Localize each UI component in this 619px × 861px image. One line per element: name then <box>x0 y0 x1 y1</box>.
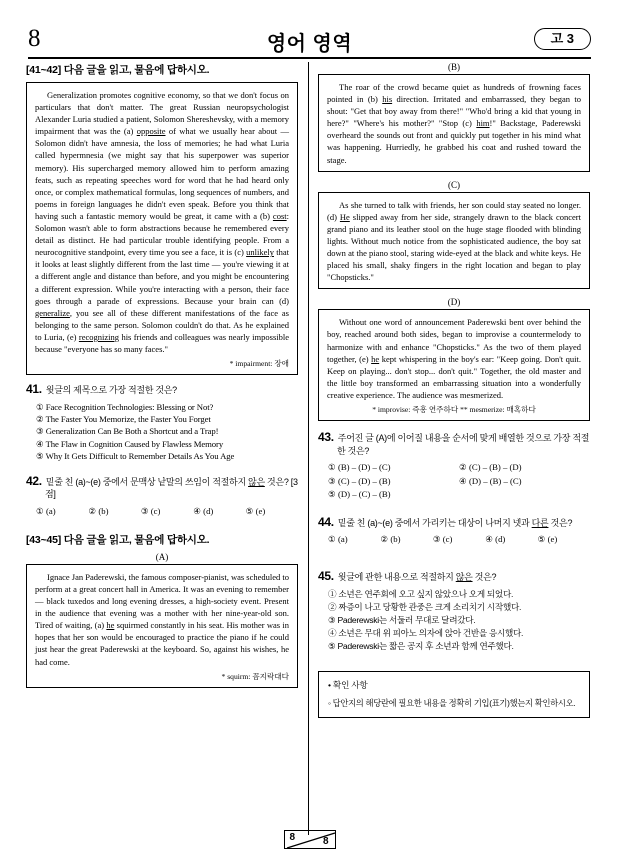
choice-item[interactable]: ⑤ (e) <box>245 505 266 516</box>
choice-item[interactable]: ① Face Recognition Technologies: Blessing or Not? <box>36 401 214 412</box>
passage-label-d: (D) <box>447 297 461 308</box>
header-divider-rule <box>28 57 591 59</box>
notice-title: • 확인 사항 <box>328 679 368 690</box>
question-44-stem-pre: 밑줄 친 (a)~(e) 중에서 가리키는 대상이 나머지 넷과 <box>337 517 532 528</box>
choice-item[interactable]: ② 짜증이 나고 당황한 관중은 크게 소리치기 시작했다. <box>328 601 522 612</box>
footer-page-number-left: 8 <box>289 832 296 843</box>
question-45-stem-post: 것은? <box>472 572 497 583</box>
choice-item[interactable]: ② (C) – (B) – (D) <box>459 462 522 473</box>
choice-item[interactable]: ⑤ Why It Gets Difficult to Remember Details As You Age <box>36 451 235 462</box>
question-42-number: 42. <box>26 473 42 488</box>
passage-box-a <box>26 564 298 688</box>
question-43-choices <box>328 461 590 502</box>
choice-item[interactable]: ③ Generalization Can Be Both a Shortcut and a Trap! <box>36 426 219 437</box>
choice-item[interactable]: ③ (C) – (D) – (B) <box>328 475 391 486</box>
choice-item[interactable]: ① (a) <box>36 505 56 516</box>
question-44-choices <box>328 533 590 546</box>
question-45 <box>318 570 590 653</box>
question-45-number: 45. <box>318 569 334 584</box>
question-41-choices <box>26 401 298 463</box>
notice-body: ◦ 답안지의 해당란에 필요한 내용을 정확히 기입(표기)했는지 확인하시오. <box>328 697 576 708</box>
passage-footnote-a: * squirm: 꼼지락대다 <box>221 671 289 681</box>
passage-box-b <box>318 74 590 172</box>
question-41 <box>26 383 298 463</box>
choice-item[interactable]: ③ Paderewski는 서둘러 무대로 달려갔다. <box>328 614 476 625</box>
choice-item[interactable]: ② (b) <box>380 534 401 545</box>
passage-box-41-42 <box>26 82 298 375</box>
column-divider <box>308 62 309 835</box>
question-42-stem-pre: 밑줄 친 (a)~(e) 중에서 문맥상 낱말의 쓰임이 적절하지 <box>45 476 249 487</box>
passage-text-d: Without one word of announcement Paderewski bent over behind the boy, reached around both sides, began to improvise a countermelody to harmonize with and enhance "Chopsticks." As the two of them played together, (e) he kept whispering in the boy's ear: "Keep going. Don't quit. Keep on playing... don't stop... don't quit." Together, the old master and the little boy transformed an embarrassing situation into a wonderfully creative experience. The audience was mesmerized. <box>327 317 581 400</box>
question-41-stem-text: 윗글의 제목으로 가장 적절한 것은? <box>45 385 177 396</box>
choice-item[interactable]: ④ The Flaw in Cognition Caused by Flawless Memory <box>36 438 224 449</box>
question-43-stem-text: 주어진 글 (A)에 이어질 내용을 순서에 맞게 배열한 것으로 가장 적절한 것은? <box>337 432 590 456</box>
passage-label-a: (A) <box>155 551 169 562</box>
question-43-stem <box>318 431 590 457</box>
passage-text-41-42: Generalization promotes cognitive economy, so that we don't focus on particulars that don't matter. The great Russian neuropsychologist Alexander Luria studied a patient, Solomon Shereshevsky, with a memory impairment that was the (a) opposite of what we usually hear about — Solomon didn't have amnesia, the loss of memories; he had what Luria called hypermnesia (we might say that his superpower was superior memory). His supercharged memory allowed him to perform amazing feats, such as repeating speeches word for word that he had heard only once, or complex mathematical formulas, long sequences of numbers, and poems in foreign languages he didn't even speak. Before you think that having such a fantastic memory would be great, it came with a (b) cost: Solomon wasn't able to form abstractions because he remembered every detail as distinct. He had particular trouble identifying people. From a neurocognitive standpoint, every time you see a face, it is (c) unlikely that it looks at least slightly different from the last time — you're viewing it at a different angle and distance than before, and you might be encountering a different expression. While you're interacting with a person, their face goes through a parade of expressions. Because your brain can (d) generalize, you see all of these different manifestations of the face as belonging to the same person. Solomon couldn't do that. As he explained to Luria, (e) recognizing his friends and colleagues was nearly impossible because "everyone has so many faces." <box>35 90 290 354</box>
choice-item[interactable]: ① (B) – (D) – (C) <box>328 462 391 473</box>
question-44-number: 44. <box>318 514 334 529</box>
right-column <box>318 62 590 718</box>
question-44-stem <box>318 516 590 530</box>
question-41-number: 41. <box>26 382 42 397</box>
choice-item[interactable]: ② The Faster You Memorize, the Faster You Forget <box>36 414 211 425</box>
page-header <box>28 24 591 58</box>
footer-page-number-right: 8 <box>322 836 329 847</box>
question-42-stem <box>26 475 298 501</box>
choice-item[interactable]: ② (b) <box>88 505 109 516</box>
choice-item[interactable]: ① 소년은 연주회에 오고 싶지 않았으나 오게 되었다. <box>328 588 514 599</box>
page-number-top: 8 <box>28 25 41 52</box>
question-45-stem <box>318 570 590 584</box>
choice-item[interactable]: ④ 소년은 무대 위 피아노 의자에 앉아 건반을 응시했다. <box>328 627 524 638</box>
passage-text-c: As she turned to talk with friends, her son could stay seated no longer. (d) He slipped away from her side, strangely drawn to the black concert grand piano and its leather stool on the huge stage flooded with blinding lights. Without much notice from the sophisticated audience, the boy sat down at the piano stool, staring wide-eyed at the black and white keys. He placed his small, shaky fingers in the right location and began to play "Chopsticks." <box>327 199 581 283</box>
passage-footnote-41-42: * impairment: 장애 <box>229 359 289 369</box>
choice-item[interactable]: ⑤ (e) <box>537 534 558 545</box>
question-44-stem-post: 것은? <box>548 517 573 528</box>
footer-page-tag <box>284 830 336 849</box>
choice-item[interactable]: ④ (D) – (B) – (C) <box>459 475 522 486</box>
section-heading-41-42: [41~42] 다음 글을 읽고, 물음에 답하시오. <box>26 64 210 76</box>
passage-footnote-d: * improvise: 즉흥 연주하다 ** mesmerize: 매혹하다 <box>372 404 536 414</box>
choice-item[interactable]: ④ (d) <box>485 534 506 545</box>
choice-item[interactable]: ③ (c) <box>432 534 453 545</box>
question-45-choices <box>318 588 590 653</box>
choice-item[interactable]: ⑤ Paderewski는 짧은 공지 후 소년과 함께 연주했다. <box>328 640 514 651</box>
passage-label-c: (C) <box>448 179 460 190</box>
choice-item[interactable]: ④ (d) <box>193 505 214 516</box>
choice-item[interactable]: ① (a) <box>328 534 348 545</box>
question-44-stem-negation: 다른 <box>531 517 549 528</box>
left-column <box>26 62 298 696</box>
question-41-stem <box>26 383 298 397</box>
question-45-stem-negation: 않은 <box>455 572 473 583</box>
question-43-number: 43. <box>318 429 334 444</box>
confirmation-notice-box <box>318 671 590 719</box>
question-45-stem-pre: 윗글에 관한 내용으로 적절하지 <box>337 572 456 583</box>
page-title: 영어 영역 <box>266 33 353 55</box>
passage-label-b: (B) <box>448 62 460 72</box>
choice-item[interactable]: ③ (c) <box>140 505 161 516</box>
question-42-stem-negation: 않은 <box>248 476 265 487</box>
choice-item[interactable]: ⑤ (D) – (C) – (B) <box>328 489 391 500</box>
passage-text-a: Ignace Jan Paderewski, the famous composer-pianist, was scheduled to perform at a great concert hall in America. It was an evening to remember — black tuxedos and long evening dresses, a high-society event. Present in the audience that evening was a mother with her nine-year-old son. Tired of waiting, (a) he squirmed constantly in his seat. His mother was in hopes that her son would be encouraged to practice the piano if he could just hear the great Paderewski at the keyboard. So, against his wishes, he had come. <box>35 571 290 667</box>
question-44 <box>318 516 590 547</box>
question-42-choices <box>36 505 298 518</box>
section-heading-43-45: [43~45] 다음 글을 읽고, 물음에 답하시오. <box>26 533 210 546</box>
question-42 <box>26 475 298 518</box>
question-43 <box>318 431 590 502</box>
grade-badge: 고 3 <box>534 28 591 50</box>
passage-box-d <box>318 309 590 421</box>
passage-box-c <box>318 192 590 290</box>
passage-text-b: The roar of the crowd became quiet as hundreds of frowning faces pointed in (b) his direction. Irritated and embarrassed, they began to shout: "Get that boy away from there!" "Who'd bring a kid that young in here?" "Where's his mother?" "Stop (c) him!" Backstage, Paderewski overheard the sounds out front and quickly put together in his mind what was happening. Hurriedly, he grabbed his coat and rushed toward the stage. <box>327 82 581 165</box>
question-42-stem-post: 것은? [3점] <box>45 476 298 500</box>
